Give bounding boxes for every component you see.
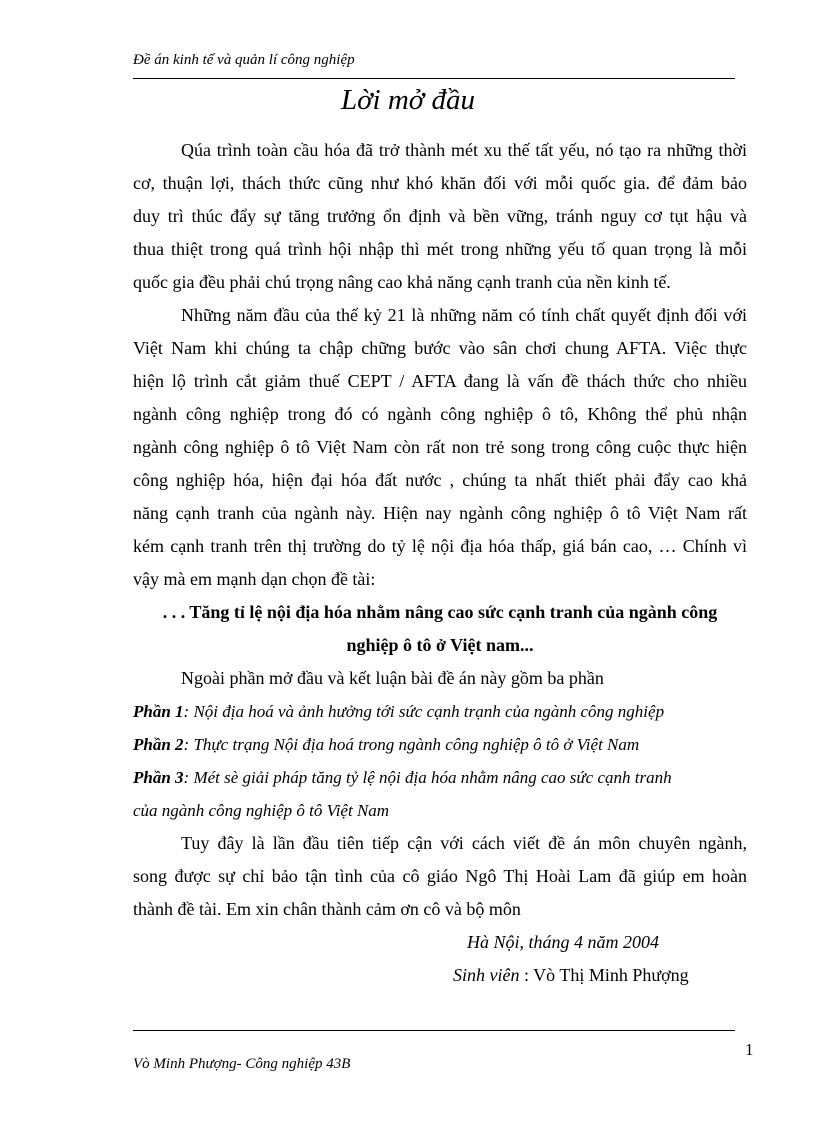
part-label: Phần 3 [133,768,184,787]
part-text: : Mét sè giải pháp tăng tỷ lệ nội địa hóa nhằm nâng cao sức cạnh tranh [183,768,672,787]
paragraph-line: ngành công nghiệp trong đó có ngành công nghiệp ô tô, Không thể phủ nhận [133,404,747,424]
paragraph-line: cơ, thuận lợi, thách thức cũng như khó khăn đối với mỗi quốc gia. để đảm bảo [133,173,747,193]
paragraph-line: Những năm đầu của thế kỷ 21 là những năm có tính chất quyết định đối với [181,305,747,325]
part-label: Phần 1 [133,702,184,721]
header-rule [133,78,735,79]
running-header: Đề án kinh tế và quản lí công nghiệp [133,52,355,68]
paragraph-line: công nghiệp hóa, hiện đại hóa đất nước , chúng ta nhất thiết phải đẩy cao khả [133,470,747,490]
body-content [133,134,747,992]
page-title: Lời mở đầu [340,84,476,116]
part-3 [133,761,747,794]
paragraph-line: Tuy đây là lần đầu tiên tiếp cận với cách viết đề án môn chuyên ngành, [181,833,747,853]
part-1 [133,695,747,728]
paragraph-line: hiện lộ trình cắt giảm thuế CEPT / AFTA đang là vấn đề thách thức cho nhiều [133,371,747,391]
paragraph-line: Qúa trình toàn cầu hóa đã trở thành mét xu thế tất yếu, nó tạo ra những thời [181,140,747,160]
paragraph-line: vậy mà em mạnh dạn chọn đề tài: [133,569,376,589]
topic-title-line-2: nghiệp ô tô ở Việt nam... [346,635,534,655]
signature-label: Sinh viên [453,965,520,985]
paragraph-line: quốc gia đều phải chú trọng nâng cao khả năng cạnh tranh của nền kinh tế. [133,272,671,292]
topic-title-line-1: . . . Tăng tỉ lệ nội địa hóa nhằm nâng cao sức cạnh tranh của ngành công [162,602,718,622]
paragraph-line: song được sự chỉ bảo tận tình của cô giáo Ngô Thị Hoài Lam đã giúp em hoàn [133,866,747,886]
page-number: 1 [745,1040,754,1059]
signature-student [133,959,747,992]
part-text: : Nội địa hoá và ảnh hưởng tới sức cạnh trạnh của ngành công nghiệp [183,702,665,721]
paragraph-line: Việt Nam khi chúng ta chập chững bước vào sân chơi chung AFTA. Việc thực [133,338,747,358]
paragraph-line: kém cạnh tranh trên thị trường do tỷ lệ nội địa hóa thấp, giá bán cao, … Chính vì [133,536,747,556]
paragraph-line: thành đề tài. Em xin chân thành cảm ơn cô và bộ môn [133,899,521,919]
paragraph-line: ngành công nghiệp ô tô Việt Nam còn rất non trẻ song trong công cuộc thực hiện [133,437,747,457]
running-footer: Vò Minh Phượng- Công nghiệp 43B [133,1056,351,1072]
part-label: Phần 2 [133,735,184,754]
part-text: : Thực trạng Nội địa hoá trong ngành công nghiệp ô tô ở Việt Nam [183,735,640,754]
signature-name: : Vò Thị Minh Phượng [519,965,689,985]
paragraph-line: duy trì thúc đẩy sự tăng trưởng ổn định và bền vững, tránh nguy cơ tụt hậu và [133,206,747,226]
paragraph-line: thua thiệt trong quá trình hội nhập thì mét trong những yếu tố quan trọng là mỗi [133,239,747,259]
part-2 [133,728,747,761]
signature-date: Hà Nội, tháng 4 năm 2004 [467,932,660,952]
parts-intro: Ngoài phần mở đầu và kết luận bài đề án này gồm ba phần [181,668,604,688]
part-3-continuation: của ngành công nghiệp ô tô Việt Nam [133,801,390,820]
paragraph-line: năng cạnh tranh của ngành này. Hiện nay ngành công nghiệp ô tô Việt Nam rất [133,503,747,523]
footer-rule [133,1030,735,1031]
